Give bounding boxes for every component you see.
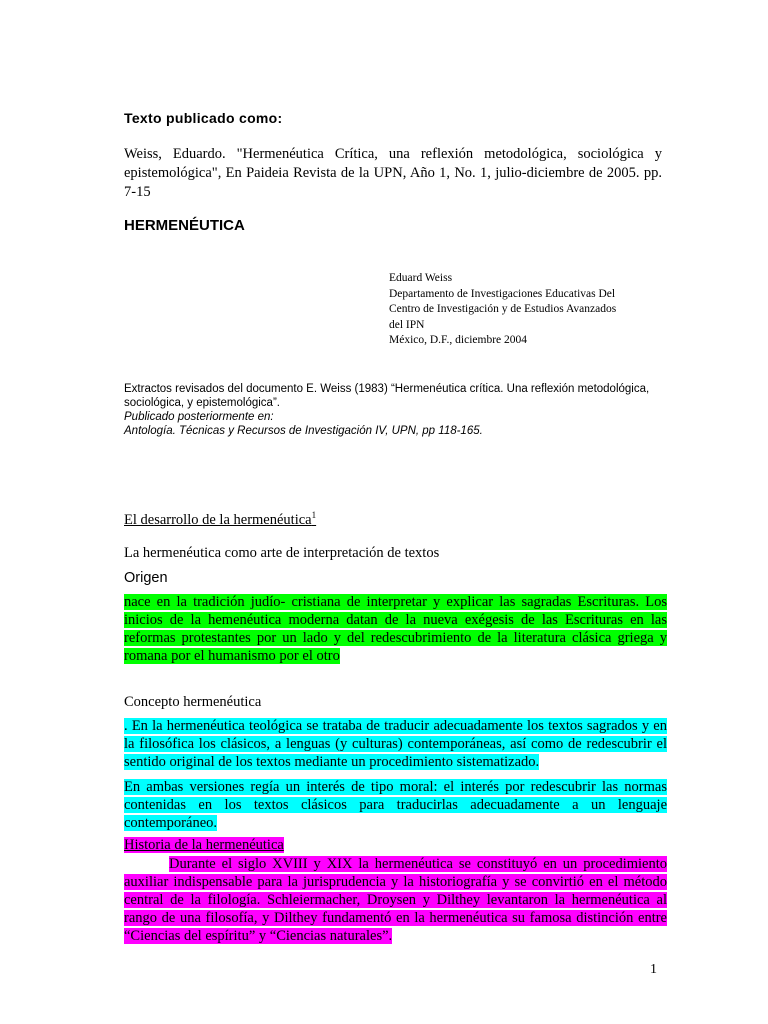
historia-label-highlight: Historia de la hermenéutica	[124, 837, 284, 853]
concepto-highlight-2: En ambas versiones regía un interés de tipo moral: el interés por redescubrir las normas contenidas en los textos clásicos para traducirlas adecuadamente a un lenguaje contemporáneo.	[124, 779, 667, 831]
historia-paragraph	[124, 855, 667, 945]
historia-highlight: Durante el siglo XVIII y XIX la hermenéutica se constituyó en un procedimiento auxiliar indispensable para la jurisprudencia y la historiografía y se convirtió en el método central de la filología. Schleiermacher, Droysen y Dilthey levantaron la hermenéutica al rango de una filosofía, y Dilthey fundamentó en la hermenéutica su famosa distinción entre “Ciencias del espíritu” y “Ciencias naturales”.	[124, 856, 667, 944]
concepto-label: Concepto hermenéutica	[124, 694, 262, 710]
section-title-text: El desarrollo de la hermenéutica	[124, 511, 312, 528]
author-name: Eduard Weiss	[389, 272, 453, 284]
author-department-line1: Departamento de Investigaciones Educativas Del	[389, 287, 616, 300]
published-later-label: Publicado posteriormente en:	[124, 411, 274, 423]
citation-text: Weiss, Eduardo. "Hermenéutica Crítica, una reflexión metodológica, sociológica y epistemológica", En Paideia Revista de la UPN, Año 1, No. 1, julio-diciembre de 2005. pp. 7-15	[124, 146, 662, 200]
author-department-line3: del IPN	[389, 318, 425, 331]
anthology-reference: Antología. Técnicas y Recursos de Investigación IV, UPN, pp 118-165.	[124, 425, 483, 437]
author-block	[389, 271, 659, 349]
origen-highlight: nace en la tradición judío- cristiana de interpretar y explicar las sagradas Escrituras. Los inicios de la hemenéutica moderna datan de la nueva exégesis de las Escrituras en las reformas protestantes por un lado y del redescubrimiento de la literatura clásica griega y romana por el humanismo por el otro	[124, 594, 667, 664]
extract-note	[124, 382, 669, 438]
historia-label	[124, 837, 284, 854]
document-title: HERMENÉUTICA	[124, 217, 245, 234]
origen-paragraph	[124, 593, 667, 665]
footnote-ref[interactable]: 1	[311, 510, 317, 520]
concepto-paragraph-2	[124, 778, 667, 832]
page-number: 1	[650, 962, 657, 977]
concepto-paragraph-1	[124, 717, 667, 771]
author-place-date: México, D.F., diciembre 2004	[389, 334, 528, 346]
concepto-highlight-1: . En la hermenéutica teológica se trataba de traducir adecuadamente los textos sagrados y en la filosófica los clásicos, a lenguas (y culturas) contemporáneas, así como de redescubrir el sentido original de los textos mediante un procedimiento sistematizado.	[124, 718, 667, 770]
section-subtitle: La hermenéutica como arte de interpretación de textos	[124, 545, 440, 561]
published-as-heading: Texto publicado como:	[124, 110, 283, 126]
section-title	[124, 510, 316, 529]
origen-label: Origen	[124, 570, 168, 586]
author-department-line2: Centro de Investigación y de Estudios Avanzados	[389, 303, 617, 315]
extract-text: Extractos revisados del documento E. Weiss (1983) “Hermenéutica crítica. Una reflexión metodológica, sociológica, y epistemológica”.	[124, 383, 650, 409]
